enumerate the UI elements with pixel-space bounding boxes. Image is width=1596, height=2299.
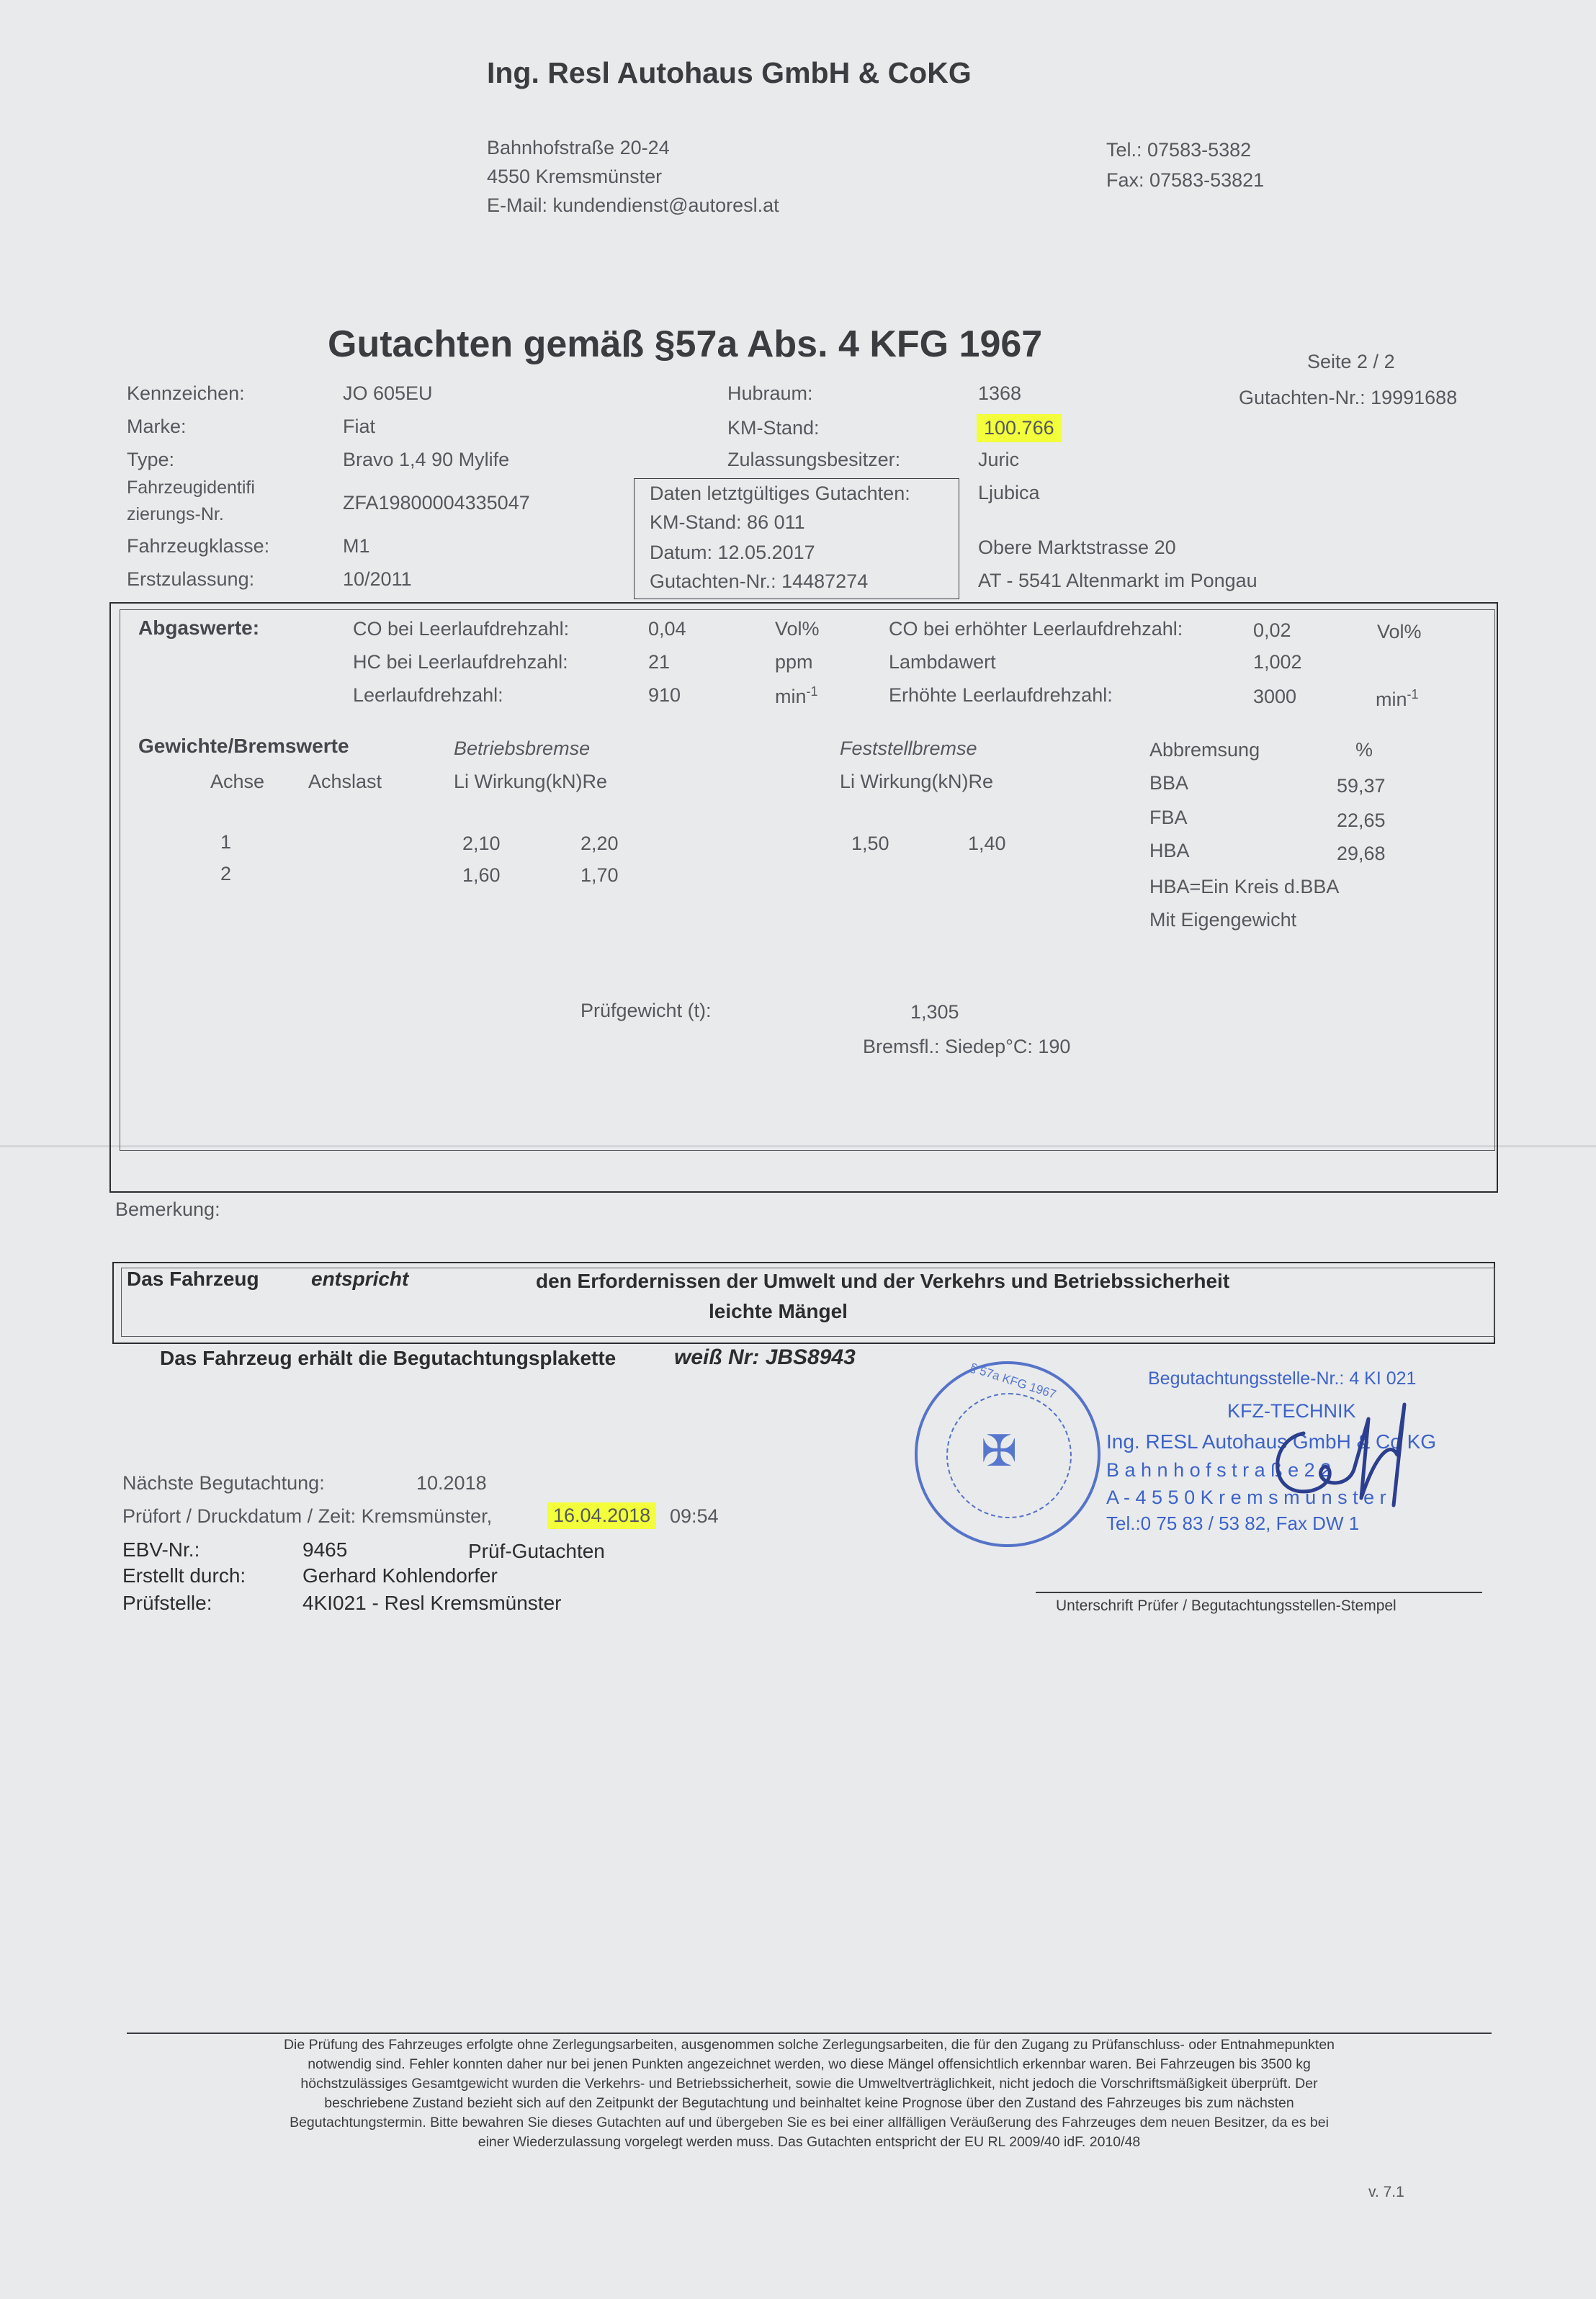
rpm-value: 910 — [648, 684, 681, 706]
footer-disclaimer: Die Prüfung des Fahrzeuges erfolgte ohne Zerlegungsarbeiten, ausgenommen solche Zerlegungsarbeiten, die für den Zugang zu Prüfanschluss- oder Entnahmepunkten notwendig sind. Fehler konnten daher nur bei jenen Punkten angezeichnet werden, wo diese Mängel offensichtlich erkennbar waren. Bei Fahrzeugen bis 3500 kg höchstzulässiges Gesamtgewicht wurden die Verkehrs- und Betriebssicherheit, sowie die Umweltverträglichkeit, nicht jedoch die Vorschriftsmäßigkeit überprüft. Der beschriebene Zustand bezieht sich auf den Zeitpunkt der Begutachtung und beinhaltet keine Prognose über den Zustand des Fahrzeuges bis zum nächsten Begutachtungstermin. Bitte bewahren Sie dieses Gutachten auf und übergeben Sie es bei einer allfälligen Veräußerung des Fahrzeuges dem neuen Besitzer, da es bei einer Wiederzulassung vorgelegt werden muss. Das Gutachten entspricht der EU RL 2009/40 idF. 2010/48 — [283, 2037, 1335, 2150]
fin-label-1: Fahrzeugidentifi — [127, 478, 255, 498]
abbremsung-header: Abbremsung — [1149, 739, 1260, 761]
company-email: E-Mail: kundendienst@autoresl.at — [487, 194, 779, 216]
pruef-date: 16.04.2018 — [547, 1502, 656, 1529]
bremsfluessigkeit: Bremsfl.: Siedep°C: 190 — [863, 1036, 1071, 1057]
verdict-text: den Erfordernissen der Umwelt und der Verkehrs und Betriebssicherheit — [536, 1270, 1230, 1292]
hba-value: 29,68 — [1337, 843, 1386, 864]
co-unit: Vol% — [775, 618, 820, 640]
brake-row-1-fb-re: 1,40 — [968, 833, 1006, 854]
stamp-station-nr: Begutachtungsstelle-Nr.: 4 KI 021 — [1148, 1368, 1417, 1389]
brake-row-2-bb-re: 1,70 — [580, 864, 619, 886]
eagle-emblem-icon: ✠ — [981, 1427, 1018, 1475]
brake-row-1-bb-re: 2,20 — [580, 833, 619, 854]
pruefort-label: Prüfort / Druckdatum / Zeit: Kremsmünster, — [122, 1505, 493, 1527]
company-name: Ing. Resl Autohaus GmbH & CoKG — [487, 56, 972, 89]
page-number: Seite 2 / 2 — [1307, 351, 1395, 372]
bba-value: 59,37 — [1337, 775, 1386, 797]
company-street: Bahnhofstraße 20-24 — [487, 137, 670, 158]
footer-rule — [127, 2033, 1492, 2034]
pruefgewicht-value: 1,305 — [910, 1001, 959, 1023]
pruefgewicht-label: Prüfgewicht (t): — [580, 1000, 712, 1021]
rpm-high-label: Erhöhte Leerlaufdrehzahl: — [889, 684, 1113, 706]
marke-value: Fiat — [343, 416, 376, 437]
klasse-label: Fahrzeugklasse: — [127, 535, 270, 557]
plakette-text: Das Fahrzeug erhält die Begutachtungsplakette — [160, 1347, 617, 1369]
stamp-phone: Tel.:0 75 83 / 53 82, Fax DW 1 — [1106, 1512, 1360, 1534]
official-seal — [915, 1361, 1100, 1547]
percent-header: % — [1355, 739, 1373, 761]
erstzulassung-value: 10/2011 — [343, 568, 412, 590]
gutachten-number: Gutachten-Nr.: 19991688 — [1239, 387, 1458, 408]
besitzer-city: AT - 5541 Altenmarkt im Pongau — [978, 570, 1257, 591]
next-label: Nächste Begutachtung: — [122, 1472, 325, 1494]
brake-row-1-bb-li: 2,10 — [462, 833, 501, 854]
klasse-value: M1 — [343, 535, 370, 557]
pruef-gutachten-label: Prüf-Gutachten — [468, 1540, 605, 1562]
plakette-number: weiß Nr: JBS8943 — [674, 1345, 856, 1369]
hba-label: HBA — [1149, 840, 1190, 861]
betriebsbremse-label: Betriebsbremse — [454, 738, 591, 759]
fin-value: ZFA19800004335047 — [343, 492, 530, 514]
hc-value: 21 — [648, 651, 671, 673]
ebv-label: EBV-Nr.: — [122, 1538, 200, 1561]
document-title: Gutachten gemäß §57a Abs. 4 KFG 1967 — [328, 323, 1043, 365]
bemerkung-label: Bemerkung: — [115, 1198, 220, 1220]
next-value: 10.2018 — [416, 1472, 487, 1494]
achslast-header: Achslast — [308, 771, 382, 792]
co-high-unit: Vol% — [1377, 621, 1422, 642]
lambda-label: Lambdawert — [889, 651, 996, 673]
hc-unit: ppm — [775, 651, 813, 673]
besitzer-label: Zulassungsbesitzer: — [727, 449, 901, 470]
verdict-result: entspricht — [311, 1268, 409, 1290]
eigengewicht-note: Mit Eigengewicht — [1149, 909, 1297, 931]
company-fax: Fax: 07583-53821 — [1106, 169, 1265, 191]
signature-label: Unterschrift Prüfer / Begutachtungsstellen-Stempel — [1056, 1597, 1396, 1614]
pruefstelle-value: 4KI021 - Resl Kremsmünster — [302, 1592, 562, 1614]
achse-header: Achse — [210, 771, 265, 792]
hubraum-label: Hubraum: — [727, 382, 813, 404]
verdict-defects: leichte Mängel — [709, 1300, 848, 1322]
fba-label: FBA — [1149, 807, 1188, 828]
fin-label-2: zierungs-Nr. — [127, 504, 224, 524]
feststellbremse-label: Feststellbremse — [840, 738, 977, 759]
last-report-date: Datum: 12.05.2017 — [650, 542, 815, 563]
brake-row-2-achse: 2 — [220, 863, 232, 884]
rpm-high-value: 3000 — [1253, 686, 1297, 707]
brake-row-2-bb-li: 1,60 — [462, 864, 501, 886]
form-version: v. 7.1 — [1368, 2184, 1404, 2200]
fb-wirkung-header: Li Wirkung(kN)Re — [840, 771, 994, 792]
rpm-label: Leerlaufdrehzahl: — [353, 684, 503, 706]
stamp-city: A - 4 5 5 0 K r e m s m ü n s t e r — [1106, 1487, 1386, 1508]
kennzeichen-value: JO 605EU — [343, 382, 433, 404]
pruefstelle-label: Prüfstelle: — [122, 1592, 212, 1614]
besitzer-name: Juric — [978, 449, 1020, 470]
co-value: 0,04 — [648, 618, 686, 640]
erstzulassung-label: Erstzulassung: — [127, 568, 255, 590]
rpm-unit: $\min^{-1}$ — [775, 684, 818, 707]
fba-value: 22,65 — [1337, 810, 1386, 831]
pruef-time: 09:54 — [670, 1505, 719, 1527]
km-label: KM-Stand: — [727, 417, 820, 439]
hubraum-value: 1368 — [978, 382, 1022, 404]
lambda-value: 1,002 — [1253, 651, 1302, 673]
abgaswerte-label: Abgaswerte: — [138, 617, 260, 639]
stamp-kfz-technik: KFZ-TECHNIK — [1227, 1400, 1356, 1422]
co-high-label: CO bei erhöhter Leerlaufdrehzahl: — [889, 618, 1183, 640]
company-city: 4550 Kremsmünster — [487, 166, 663, 187]
besitzer-street: Obere Marktstrasse 20 — [978, 537, 1176, 558]
stamp-street: B a h n h o f s t r a ß e 2 2 — [1106, 1459, 1332, 1481]
hc-label: HC bei Leerlaufdrehzahl: — [353, 651, 568, 673]
co-high-value: 0,02 — [1253, 619, 1291, 641]
seal-ring-text: § 57a KFG 1967 — [968, 1361, 1058, 1402]
erstellt-value: Gerhard Kohlendorfer — [302, 1564, 498, 1587]
marke-label: Marke: — [127, 416, 187, 437]
bremswerte-label: Gewichte/Bremswerte — [138, 735, 349, 757]
kennzeichen-label: Kennzeichen: — [127, 382, 245, 404]
verdict-subject: Das Fahrzeug — [127, 1268, 259, 1290]
rpm-high-unit: $\min^{-1}$ — [1376, 687, 1419, 710]
stamp-company: Ing. RESL Autohaus GmbH & Co KG — [1106, 1430, 1437, 1453]
erstellt-label: Erstellt durch: — [122, 1564, 246, 1587]
last-report-km: KM-Stand: 86 011 — [650, 511, 805, 533]
co-label: CO bei Leerlaufdrehzahl: — [353, 618, 570, 640]
type-value: Bravo 1,4 90 Mylife — [343, 449, 510, 470]
signature-line — [1036, 1592, 1482, 1593]
besitzer-firstname: Ljubica — [978, 482, 1040, 503]
bb-wirkung-header: Li Wirkung(kN)Re — [454, 771, 608, 792]
last-report-title: Daten letztgültiges Gutachten: — [650, 483, 910, 504]
km-value: 100.766 — [977, 414, 1062, 442]
bba-label: BBA — [1149, 772, 1189, 794]
brake-row-1-achse: 1 — [220, 831, 232, 853]
last-report-nr: Gutachten-Nr.: 14487274 — [650, 570, 869, 592]
ebv-value: 9465 — [302, 1538, 348, 1561]
company-tel: Tel.: 07583-5382 — [1106, 139, 1252, 161]
examiner-signature — [1260, 1390, 1448, 1520]
type-label: Type: — [127, 449, 175, 470]
brake-row-1-fb-li: 1,50 — [851, 833, 889, 854]
hba-note: HBA=Ein Kreis d.BBA — [1149, 876, 1340, 897]
